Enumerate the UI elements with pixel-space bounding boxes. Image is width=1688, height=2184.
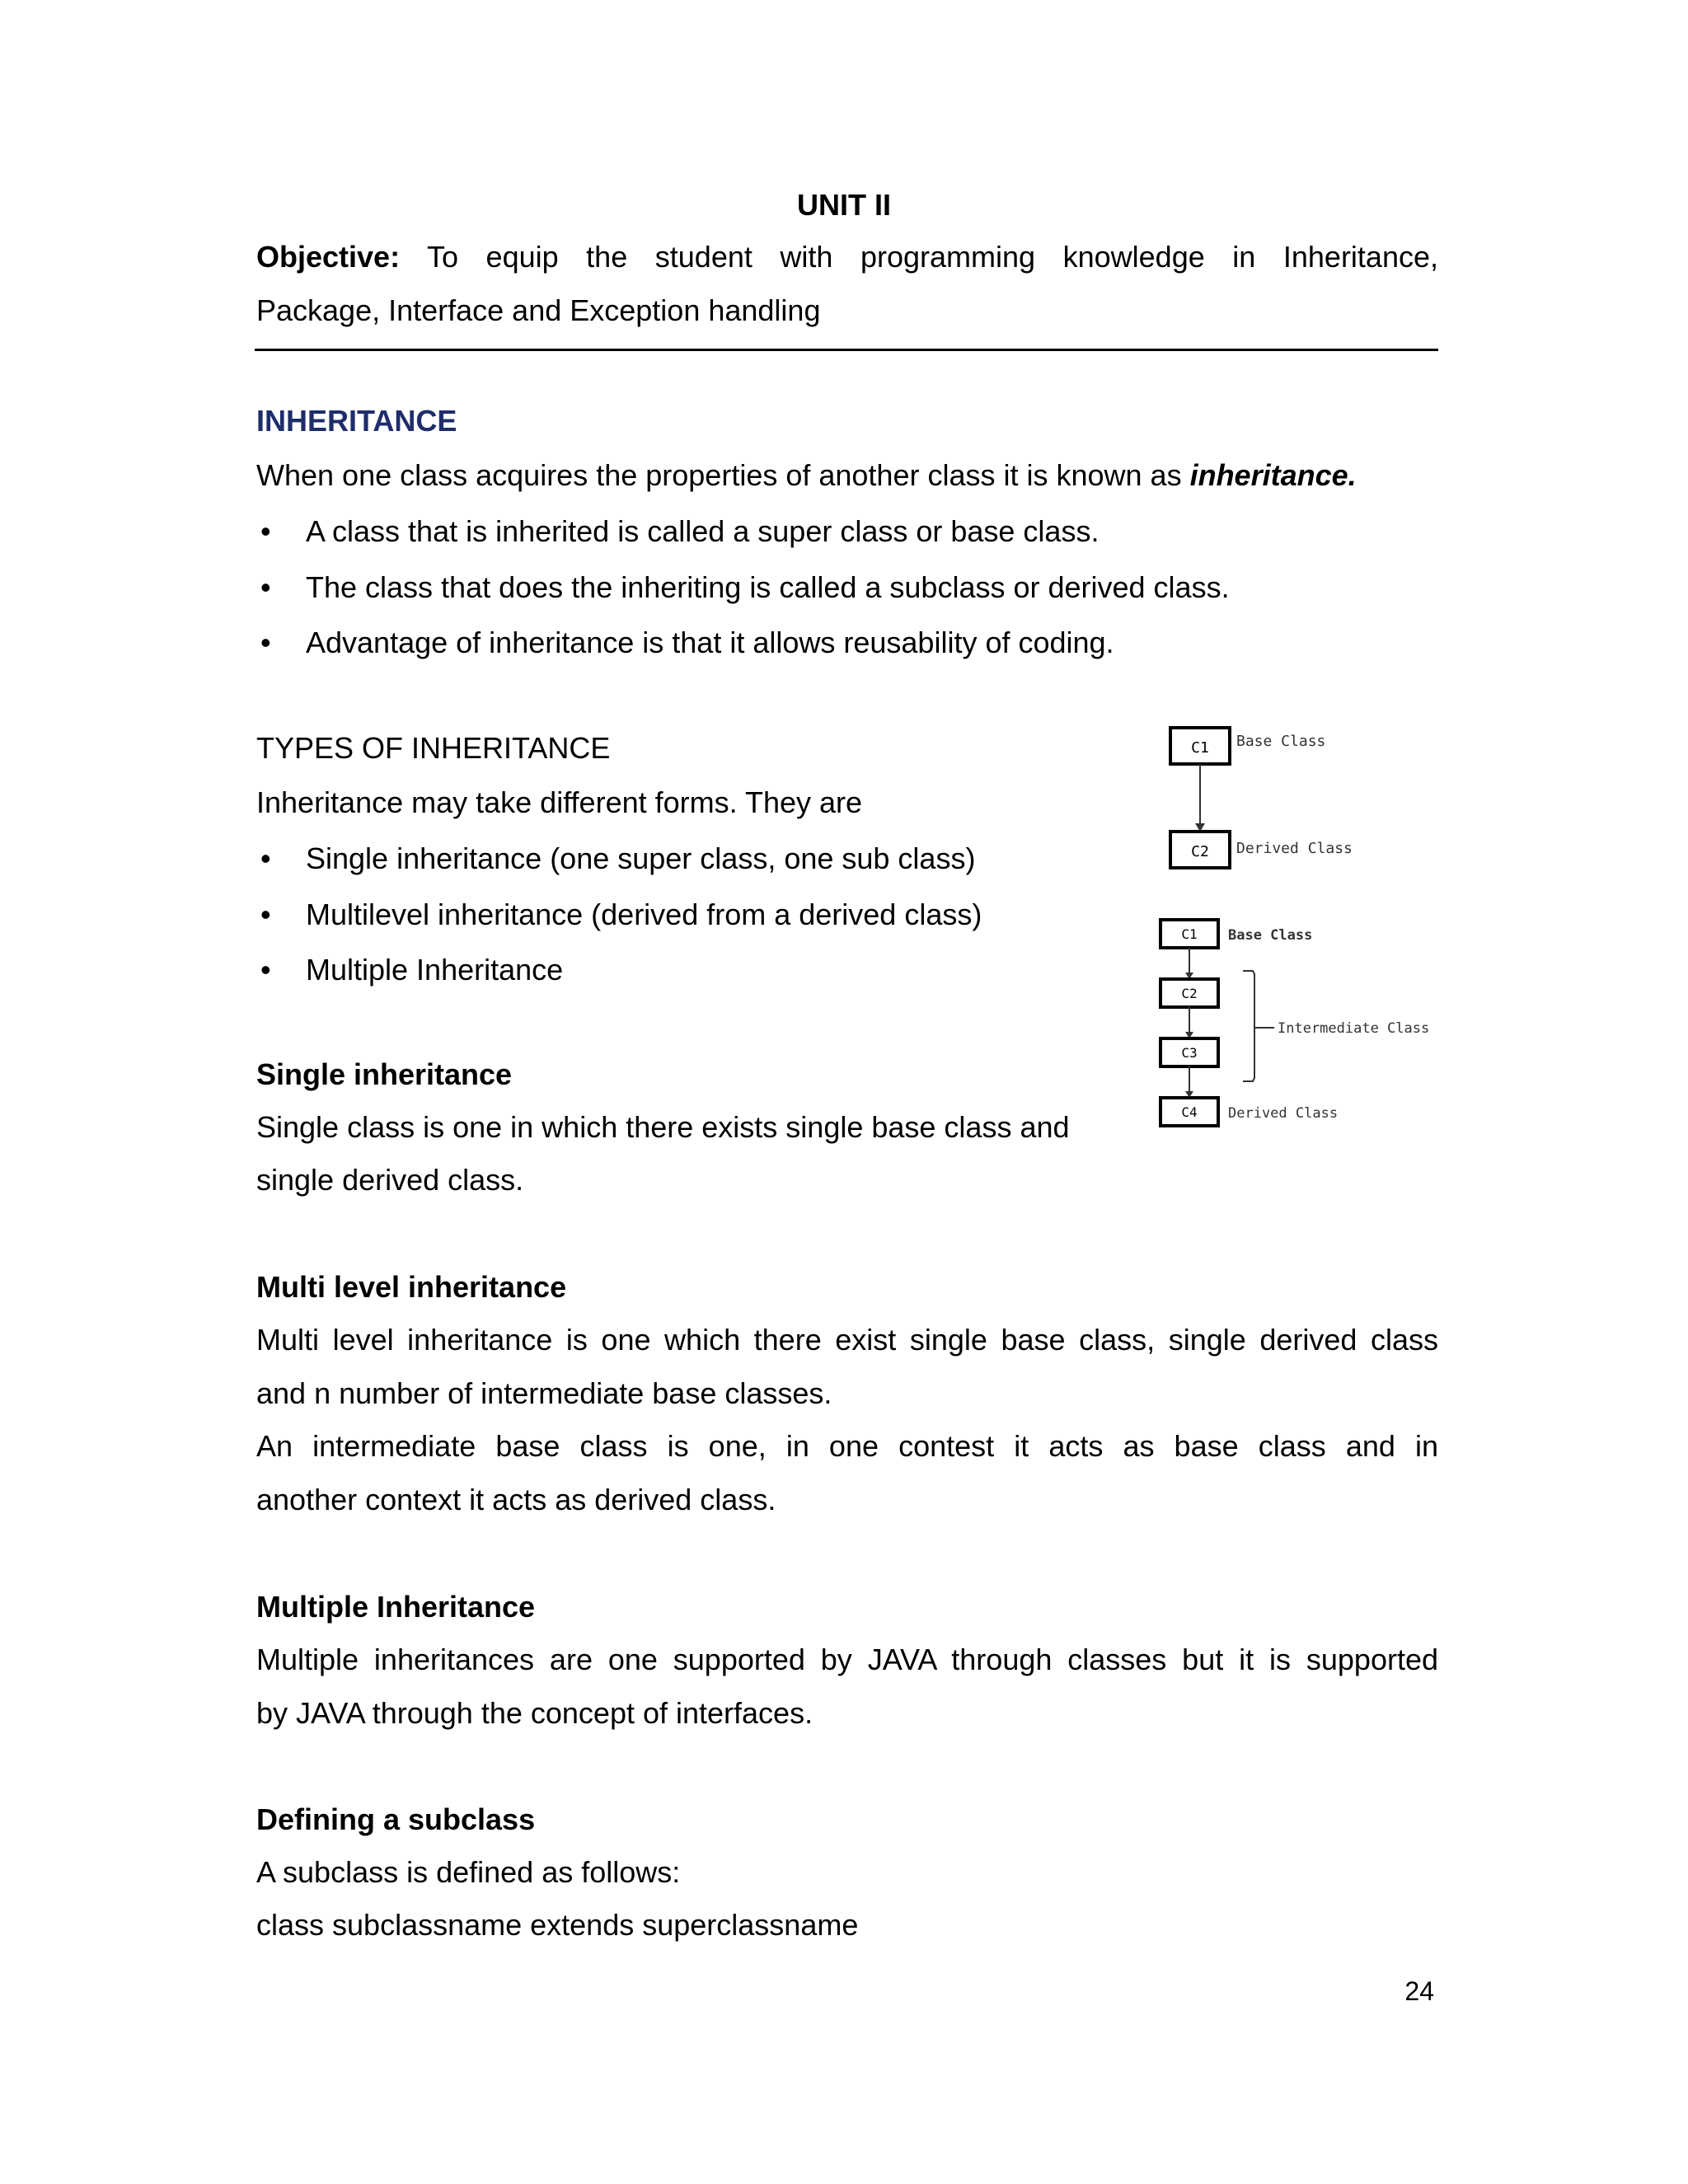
subclass-line-1: A subclass is defined as follows: [256, 1855, 681, 1889]
list-item [260, 504, 1439, 560]
objective-text-1: To equip the student with programming knowledge in Inheritance, [426, 240, 1438, 274]
subclass-heading: Defining a subclass [256, 1802, 536, 1836]
bullet-icon: • [260, 953, 271, 987]
objective-label: Objective: [256, 240, 401, 274]
objective-line-1 [256, 230, 1438, 284]
single-inheritance-line-1: Single class is one in which there exists single base class and [256, 1110, 1070, 1144]
diagram-node-label: C1 [1191, 739, 1209, 757]
subclass-line-2: class subclassname extends superclassname [256, 1908, 859, 1942]
single-inheritance-heading: Single inheritance [256, 1057, 513, 1091]
diagram-intermediate-class-label: Intermediate Class [1278, 1020, 1430, 1037]
types-heading: TYPES OF INHERITANCE [256, 731, 611, 765]
bullet-icon: • [260, 897, 271, 931]
inheritance-heading: INHERITANCE [256, 404, 457, 438]
inheritance-intro-text: When one class acquires the properties of another class it is known as [256, 458, 1190, 492]
inheritance-intro [256, 448, 1357, 503]
inheritance-bullets [260, 504, 1439, 671]
multiple-line-1: Multiple inheritances are one supported by JAVA through classes but it is supported [256, 1643, 1438, 1676]
bullet-icon: • [260, 569, 271, 604]
diagram-node-label: C3 [1181, 1045, 1198, 1061]
multiple-heading: Multiple Inheritance [256, 1590, 536, 1624]
single-inheritance-diagram [1154, 721, 1401, 886]
diagram-base-class-label: Base Class [1236, 733, 1326, 750]
horizontal-rule [255, 349, 1438, 351]
multilevel-inheritance-diagram [1152, 915, 1457, 1154]
list-item [260, 887, 1085, 943]
list-item [260, 831, 1085, 887]
bullet-text: Multilevel inheritance (derived from a derived class) [306, 897, 982, 931]
diagram-derived-class-label: Derived Class [1228, 1105, 1339, 1122]
objective-line-2: Package, Interface and Exception handling [256, 293, 821, 327]
diagram-node-label: C2 [1191, 843, 1209, 860]
multilevel-line-2: and n number of intermediate base classes. [256, 1376, 832, 1410]
diagram-node-label: C4 [1181, 1104, 1198, 1120]
list-item [260, 615, 1439, 671]
multilevel-line-3: An intermediate base class is one, in one contest it acts as base class and in [256, 1429, 1438, 1463]
unit-title: UNIT II [797, 188, 891, 222]
bullet-icon: • [260, 626, 271, 659]
multilevel-heading: Multi level inheritance [256, 1270, 567, 1304]
bullet-icon: • [260, 841, 271, 875]
list-item [260, 942, 1085, 998]
diagram-node-label: C2 [1181, 986, 1198, 1001]
diagram-node-label: C1 [1181, 926, 1198, 942]
bullet-icon: • [260, 514, 271, 548]
multilevel-line-4: another context it acts as derived class. [256, 1483, 776, 1516]
diagram-derived-class-label: Derived Class [1236, 840, 1353, 857]
multiple-line-2: by JAVA through the concept of interfaces. [256, 1696, 814, 1730]
single-inheritance-line-2: single derived class. [256, 1163, 524, 1197]
diagram-base-class-label: Base Class [1228, 927, 1313, 944]
page-number: 24 [1404, 1976, 1434, 2006]
bullet-text: Advantage of inheritance is that it allows reusability of coding. [306, 626, 1114, 659]
types-bullets [260, 831, 1085, 998]
intermediate-bracket-icon [1243, 971, 1254, 1081]
list-item [260, 560, 1439, 616]
inheritance-intro-emphasis: inheritance. [1189, 458, 1357, 492]
bullet-text: Multiple Inheritance [306, 953, 564, 987]
bullet-text: The class that does the inheriting is called a subclass or derived class. [306, 569, 1230, 604]
types-intro: Inheritance may take different forms. They are [256, 785, 863, 819]
bullet-text: A class that is inherited is called a super class or base class. [306, 514, 1100, 548]
multilevel-line-1: Multi level inheritance is one which there exist single base class, single derived class [256, 1323, 1438, 1357]
bullet-text: Single inheritance (one super class, one sub class) [306, 841, 976, 875]
